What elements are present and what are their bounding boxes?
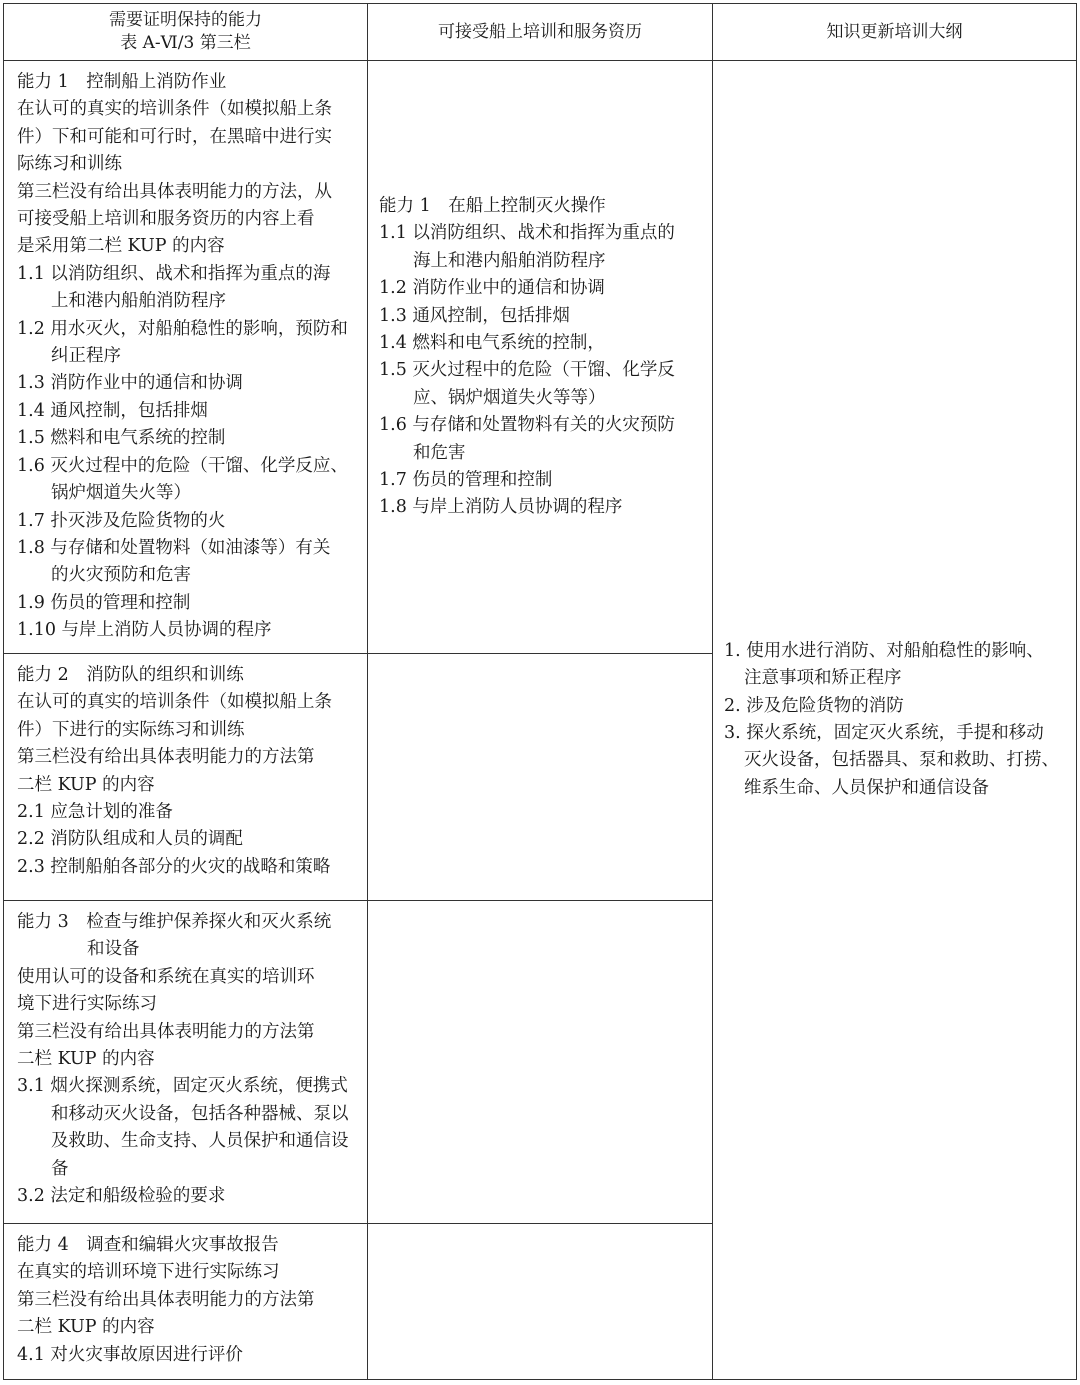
cell-line: 备	[51, 1158, 69, 1179]
competence-1-cell	[4, 61, 368, 654]
header-col2: 可接受船上培训和服务资历	[368, 4, 713, 61]
training-table	[3, 3, 1077, 1380]
cell-line: 3. 探火系统，固定灭火系统，手提和移动	[724, 723, 1044, 743]
cell-line: 1.3 通风控制，包括排烟	[379, 305, 570, 326]
header-col3: 知识更新培训大纲	[713, 4, 1077, 61]
cell-line: 是采用第二栏 KUP 的内容	[17, 236, 225, 257]
cell-line: 海上和港内船舶消防程序	[413, 250, 606, 271]
cell-line: 1.5 燃料和电气系统的控制	[17, 428, 226, 449]
empty-cell	[368, 654, 713, 901]
cell-line: 第三栏没有给出具体表明能力的方法，从	[17, 181, 332, 202]
cell-line: 二栏 KUP 的内容	[17, 774, 155, 795]
cell-line: 1.9 伤员的管理和控制	[17, 592, 191, 613]
cell-line: 上和港内船舶消防程序	[51, 291, 226, 312]
cell-line: 1.1 以消防组织、战术和指挥为重点的	[379, 223, 675, 244]
cell-line: 1.2 用水灭火，对船舶稳性的影响，预防和	[17, 318, 348, 339]
cell-line: 能力 4 调查和编辑火灾事故报告	[17, 1235, 279, 1255]
cell-line: 1.7 扑灭涉及危险货物的火	[17, 510, 226, 531]
cell-line: 1. 使用水进行消防、对船舶稳性的影响、	[724, 640, 1044, 661]
cell-line: 和移动灭火设备，包括各种器械、泵以	[51, 1103, 349, 1124]
cell-line: 2.1 应急计划的准备	[17, 802, 173, 823]
cell-line: 和危害	[413, 442, 466, 463]
cell-line: 第三栏没有给出具体表明能力的方法第	[17, 747, 315, 768]
cell-line: 2.3 控制船舶各部分的火灾的战略和策略	[17, 856, 331, 877]
empty-cell	[368, 901, 713, 1224]
cell-line: 4.1 对火灾事故原因进行评价	[17, 1344, 243, 1365]
empty-cell	[368, 1224, 713, 1380]
cell-line: 在认可的真实的培训条件（如模拟船上条	[17, 99, 332, 120]
cell-line: 际练习和训练	[17, 154, 122, 175]
cell-line: 2.2 消防队组成和人员的调配	[17, 829, 243, 850]
cell-line: 和设备	[87, 939, 140, 960]
cell-line: 2. 涉及危险货物的消防	[724, 695, 904, 716]
cell-line: 能力 1 在船上控制灭火操作	[379, 196, 606, 216]
cell-line: 1.1 以消防组织、战术和指挥为重点的海	[17, 263, 331, 284]
cell-line: 1.6 灭火过程中的危险（干馏、化学反应、	[17, 455, 348, 476]
cell-line: 1.8 与存储和处置物料（如油漆等）有关	[17, 537, 331, 558]
competence-3-cell	[4, 901, 368, 1224]
cell-line: 灭火设备，包括器具、泵和救助、打捞、	[744, 750, 1059, 771]
cell-line: 二栏 KUP 的内容	[17, 1317, 155, 1338]
cell-line: 二栏 KUP 的内容	[17, 1049, 155, 1070]
cell-line: 1.4 通风控制，包括排烟	[17, 400, 208, 421]
cell-line: 1.4 燃料和电气系统的控制，	[379, 333, 605, 354]
cell-line: 能力 2 消防队的组织和训练	[17, 665, 244, 685]
cell-line: 维系生命、人员保护和通信设备	[744, 777, 989, 798]
cell-line: 3.2 法定和船级检验的要求	[17, 1186, 226, 1207]
cell-line: 境下进行实际练习	[17, 994, 157, 1015]
cell-line: 注意事项和矫正程序	[744, 668, 902, 689]
refresher-syllabus-cell	[713, 61, 1077, 1380]
cell-line: 3.1 烟火探测系统，固定灭火系统，便携式	[17, 1076, 348, 1097]
header-col1: 需要证明保持的能力 表 A-Ⅵ/3 第三栏	[4, 4, 368, 61]
competence-4-cell	[4, 1224, 368, 1380]
cell-line: 件）下和可能和可行时，在黑暗中进行实	[17, 126, 332, 147]
cell-line: 1.10 与岸上消防人员协调的程序	[17, 620, 272, 641]
cell-line: 使用认可的设备和系统在真实的培训环	[17, 966, 315, 987]
row-competence-1	[4, 61, 1077, 654]
cell-line: 纠正程序	[51, 346, 121, 367]
cell-line: 1.5 灭火过程中的危险（干馏、化学反	[379, 360, 675, 381]
cell-line: 能力 1 控制船上消防作业	[17, 72, 227, 92]
cell-line: 1.8 与岸上消防人员协调的程序	[379, 497, 623, 518]
cell-line: 在真实的培训环境下进行实际练习	[17, 1262, 280, 1283]
cell-line: 1.7 伤员的管理和控制	[379, 470, 553, 491]
competence-2-cell	[4, 654, 368, 901]
cell-line: 及救助、生命支持、人员保护和通信设	[51, 1131, 349, 1152]
cell-line: 应、锅炉烟道失火等等）	[413, 387, 606, 408]
cell-line: 第三栏没有给出具体表明能力的方法第	[17, 1021, 315, 1042]
cell-line: 1.6 与存储和处置物料有关的火灾预防	[379, 415, 675, 436]
header-row	[4, 4, 1077, 61]
cell-line: 在认可的真实的培训条件（如模拟船上条	[17, 692, 332, 713]
cell-line: 件）下进行的实际练习和训练	[17, 719, 245, 740]
cell-line: 可接受船上培训和服务资历的内容上看	[17, 209, 315, 230]
cell-line: 1.2 消防作业中的通信和协调	[379, 278, 605, 299]
cell-line: 的火灾预防和危害	[51, 565, 191, 586]
cell-line: 锅炉烟道失火等）	[51, 483, 191, 504]
cell-line: 能力 3 检查与维护保养探火和灭火系统	[17, 912, 332, 932]
onboard-training-cell	[368, 61, 713, 654]
cell-line: 1.3 消防作业中的通信和协调	[17, 373, 243, 394]
cell-line: 第三栏没有给出具体表明能力的方法第	[17, 1289, 315, 1310]
